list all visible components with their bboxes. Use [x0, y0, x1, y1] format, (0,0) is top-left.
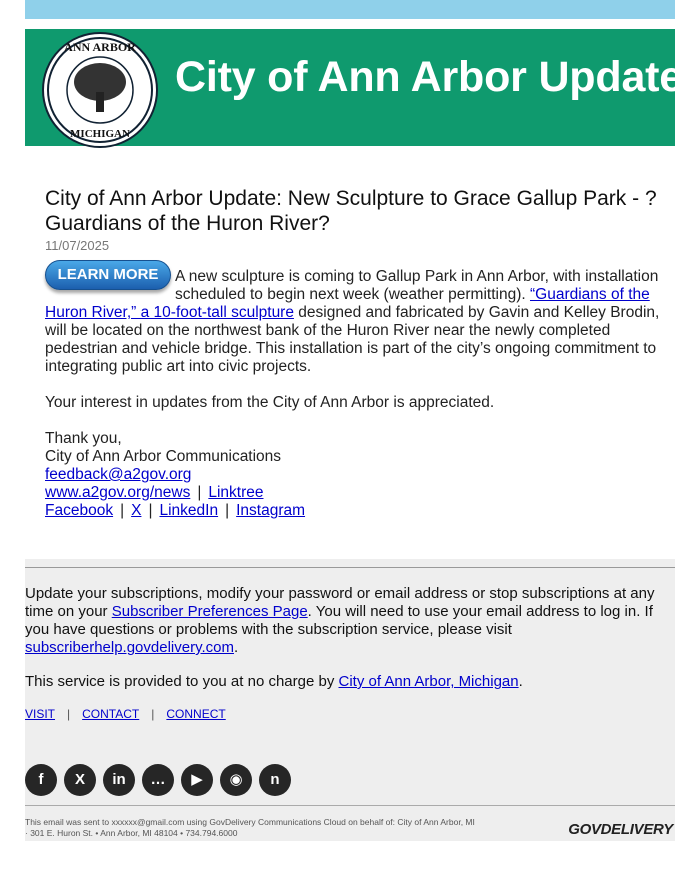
- feedback-email-link[interactable]: feedback@a2gov.org: [45, 466, 192, 483]
- connect-link[interactable]: CONNECT: [166, 707, 226, 721]
- instagram-icon[interactable]: ◉: [220, 764, 252, 796]
- x-link[interactable]: X: [131, 502, 142, 519]
- svg-text:ANN ARBOR: ANN ARBOR: [64, 40, 136, 54]
- article-body: LEARN MORE A new sculpture is coming to Gallup Park in Ann Arbor, with installation scheduled to begin next week (weather permitting). “Guardians of the Huron River,” a 10-foot-tall sculpture designed and fabricated by Gavin and Kelley Brodin, will be located on the northwest bank of the Huron River near the newly completed pedestrian and vehicle bridge. This installation is part of the city’s ongoing commitment to integrating public art into civic projects.: [45, 257, 660, 376]
- facebook-icon[interactable]: f: [25, 764, 57, 796]
- subscriber-preferences-link[interactable]: Subscriber Preferences Page: [111, 603, 308, 620]
- signature: City of Ann Arbor Communications: [45, 448, 282, 465]
- top-color-bar: [25, 0, 675, 19]
- nextdoor-icon[interactable]: n: [259, 764, 291, 796]
- subscriber-help-link[interactable]: subscriberhelp.govdelivery.com: [25, 639, 234, 656]
- footer: [25, 559, 675, 841]
- linkedin-link[interactable]: LinkedIn: [159, 502, 219, 519]
- news-link[interactable]: www.a2gov.org/news: [45, 484, 191, 501]
- article-date: 11/07/2025: [45, 238, 110, 253]
- visit-link[interactable]: VISIT: [25, 707, 56, 721]
- govdelivery-logo: GOVDELIVERY: [568, 821, 673, 838]
- instagram-link[interactable]: Instagram: [236, 502, 306, 519]
- chat-icon[interactable]: …: [142, 764, 174, 796]
- footer-divider: [25, 567, 675, 568]
- linkedin-icon[interactable]: in: [103, 764, 135, 796]
- banner-title: City of Ann Arbor Update: [175, 53, 683, 101]
- thanks-text: Thank you,: [45, 430, 122, 447]
- article-title: City of Ann Arbor Update: New Sculpture to Grace Gallup Park - ?Guardians of the Huron River?: [45, 187, 657, 235]
- linktree-link[interactable]: Linktree: [208, 484, 264, 501]
- subscription-text: Update your subscriptions, modify your password or email address or stop subscriptions at any time on your Subscriber Preferences Page. You will need to use your email address to log in. If you have questions or problems with the subscription service, please visit subscriberhelp.govdelivery.com. This service is provided to you at no charge by City of Ann Arbor, Michigan.: [25, 585, 655, 690]
- youtube-icon[interactable]: ▶: [181, 764, 213, 796]
- x-icon[interactable]: X: [64, 764, 96, 796]
- fine-print-divider: [25, 805, 675, 806]
- learn-more-button[interactable]: LEARN MORE: [45, 260, 171, 290]
- social-icons: [25, 764, 291, 796]
- svg-text:MICHIGAN: MICHIGAN: [70, 128, 130, 140]
- city-link[interactable]: City of Ann Arbor, Michigan: [338, 673, 519, 690]
- city-seal-logo: [42, 32, 158, 148]
- fine-print: This email was sent to xxxxxx@gmail.com using GovDelivery Communications Cloud on behalf of: City of Ann Arbor, MI · 301 E. Huron St. • Ann Arbor, MI 48104 • 734.794.6000: [25, 817, 475, 838]
- contact-link[interactable]: CONTACT: [82, 707, 140, 721]
- sculpture-link[interactable]: “Guardians of the Huron River,” a 10-foot-tall sculpture: [45, 286, 650, 321]
- article: City of Ann Arbor Update: New Sculpture to Grace Gallup Park - ?Guardians of the Huron River? 11/07/2025 LEARN MORE A new sculpture is coming to Gallup Park in Ann Arbor, with installation scheduled to begin next week (weather permitting). “Guardians of the Huron River,” a 10-foot-tall sculpture designed and fabricated by Gavin and Kelley Brodin, will be located on the northwest bank of the Huron River near the newly completed pedestrian and vehicle bridge. This installation is part of the city’s ongoing commitment to integrating public art into civic projects. Your interest in updates from the City of Ann Arbor is appreciated. Thank you, City of Ann Arbor Communications feedback@a2gov.org www.a2gov.org/news | Linktree Facebook | X | LinkedIn | Instagram: [45, 187, 660, 519]
- header-banner: [25, 29, 683, 146]
- facebook-link[interactable]: Facebook: [45, 502, 114, 519]
- footer-nav: VISIT | CONTACT | CONNECT: [25, 707, 226, 721]
- interest-text: Your interest in updates from the City of Ann Arbor is appreciated.: [45, 394, 495, 411]
